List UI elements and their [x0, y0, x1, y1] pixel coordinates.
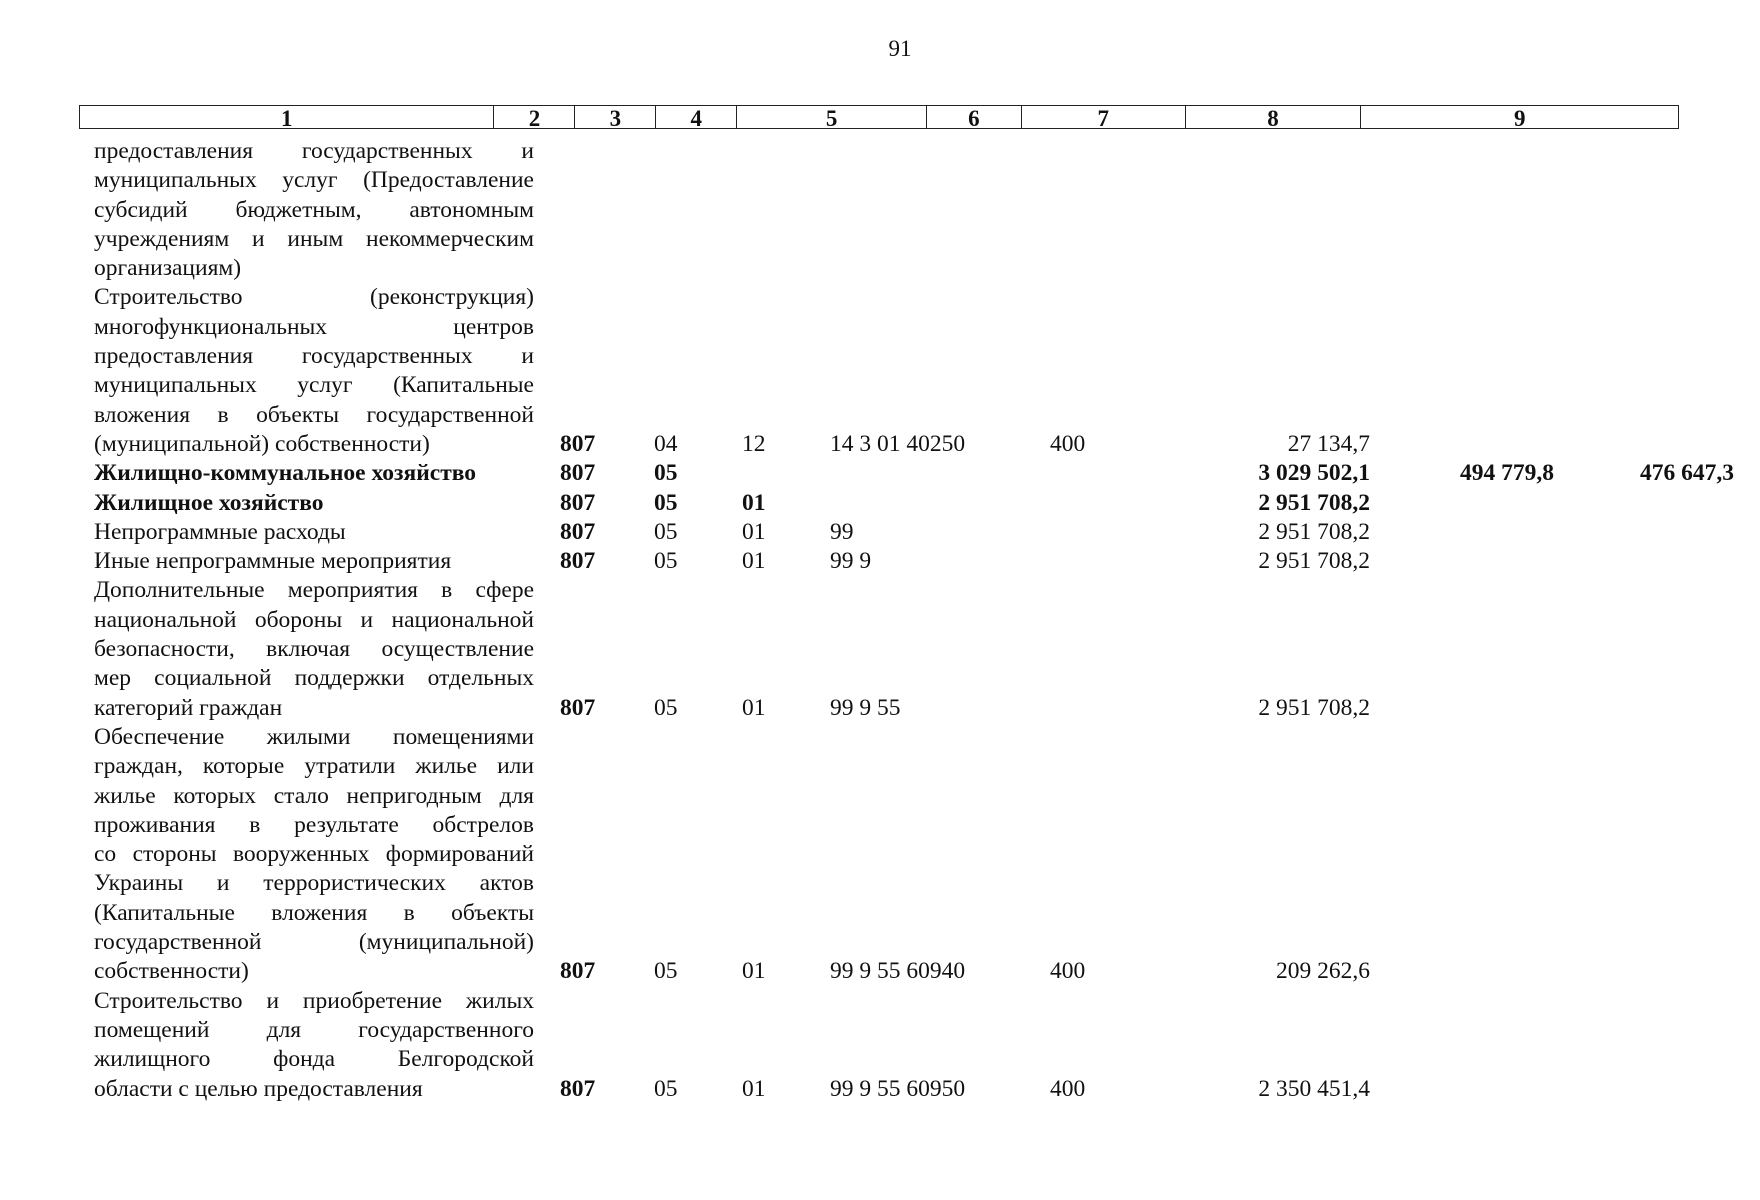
- subsection-code: 01: [742, 694, 766, 721]
- row-description: [94, 459, 534, 488]
- description-line: предоставления государственных и: [94, 138, 534, 164]
- ministry-code: 807: [560, 958, 596, 985]
- ministry-code: 807: [560, 489, 596, 516]
- target-article-code: 99: [830, 518, 854, 545]
- subsection-code: 01: [742, 1075, 766, 1102]
- description-line: категорий граждан: [94, 694, 283, 721]
- description-line: помещений для государственного: [94, 1016, 534, 1043]
- subsection-code: 01: [742, 548, 766, 575]
- description-line: безопасности, включая осуществление: [94, 636, 534, 663]
- description-line: жилищного фонда Белгородской: [94, 1046, 534, 1073]
- subsection-code: 01: [742, 958, 766, 985]
- section-code: 05: [654, 548, 678, 575]
- row-description: [94, 547, 534, 576]
- expense-type-code: 400: [1050, 1075, 1086, 1102]
- description-line: государственной (муниципальной): [94, 929, 534, 956]
- header-cell-6: 6: [927, 106, 1022, 128]
- description-line: Непрограммные расходы: [94, 518, 346, 545]
- section-code: 05: [654, 694, 678, 721]
- ministry-code: 807: [560, 548, 596, 575]
- row-description: [94, 576, 534, 722]
- description-line: вложения в объекты государственной: [94, 401, 534, 428]
- amount-year-1: 2 951 708,2: [1258, 518, 1370, 545]
- description-line: национальной обороны и национальной: [94, 606, 534, 633]
- header-cell-4: 4: [656, 106, 737, 128]
- header-cell-5: 5: [737, 106, 927, 128]
- table-row: [0, 283, 1760, 459]
- table-row: [0, 459, 1760, 488]
- description-line: со стороны вооруженных формирований: [94, 841, 534, 868]
- amount-year-1: 3 029 502,1: [1258, 460, 1370, 487]
- target-article-code: 99 9: [830, 548, 872, 575]
- amount-year-3: 476 647,3: [1640, 460, 1734, 487]
- amount-year-1: 209 262,6: [1276, 958, 1370, 985]
- target-article-code: 14 3 01 40250: [830, 430, 966, 457]
- table-header-row: [79, 105, 1679, 129]
- section-code: 05: [654, 489, 678, 516]
- ministry-code: 807: [560, 460, 596, 487]
- table-row: [0, 518, 1760, 547]
- description-line: предоставления государственных и: [94, 343, 534, 370]
- table-row: [0, 137, 1760, 283]
- section-code: 05: [654, 958, 678, 985]
- description-line: Украины и террористических актов: [94, 870, 534, 897]
- description-line: Строительство (реконструкция): [94, 284, 534, 311]
- description-line: собственности): [94, 958, 249, 985]
- section-code: 05: [654, 1075, 678, 1102]
- table-row: [0, 547, 1760, 576]
- ministry-code: 807: [560, 694, 596, 721]
- description-line: (Капитальные вложения в объекты: [94, 899, 534, 926]
- amount-year-1: 2 350 451,4: [1258, 1075, 1370, 1102]
- description-line: мер социальной поддержки отдельных: [94, 665, 534, 692]
- row-description: [94, 489, 534, 518]
- description-line: Строительство и приобретение жилых: [94, 987, 534, 1014]
- section-code: 04: [654, 430, 678, 457]
- description-line: Жилищно-коммунальное хозяйство: [94, 460, 477, 487]
- table-row: [0, 987, 1760, 1104]
- table-row: [0, 489, 1760, 518]
- description-line: (муниципальной) собственности): [94, 430, 430, 457]
- expense-type-code: 400: [1050, 430, 1086, 457]
- amount-year-1: 2 951 708,2: [1258, 694, 1370, 721]
- row-description: [94, 723, 534, 987]
- header-cell-9: 9: [1513, 106, 1526, 131]
- description-line: проживания в результате обстрелов: [94, 811, 534, 838]
- amount-year-1: 2 951 708,2: [1258, 548, 1370, 575]
- page-number: 91: [888, 36, 912, 61]
- description-line: Иные непрограммные мероприятия: [94, 548, 452, 575]
- description-line: субсидий бюджетным, автономным: [94, 196, 534, 223]
- description-line: жилье которых стало непригодным для: [94, 782, 534, 809]
- header-cell-7: 7: [1022, 106, 1186, 128]
- description-line: учреждениям и иным некоммерческим: [94, 225, 534, 252]
- header-cell-1: 1: [80, 106, 494, 128]
- description-line: муниципальных услуг (Предоставление: [94, 167, 534, 194]
- expense-type-code: 400: [1050, 958, 1086, 985]
- amount-year-2: 494 779,8: [1460, 460, 1554, 487]
- subsection-code: 12: [742, 430, 766, 457]
- ministry-code: 807: [560, 430, 596, 457]
- row-description: [94, 987, 534, 1104]
- target-article-code: 99 9 55 60950: [830, 1075, 966, 1102]
- description-line: области с целью предоставления: [94, 1075, 423, 1102]
- table-body: [0, 137, 1760, 1104]
- target-article-code: 99 9 55: [830, 694, 901, 721]
- subsection-code: 01: [742, 518, 766, 545]
- header-cell-3: 3: [575, 106, 656, 128]
- section-code: 05: [654, 518, 678, 545]
- ministry-code: 807: [560, 1075, 596, 1102]
- header-cell-8: 8: [1186, 106, 1362, 128]
- ministry-code: 807: [560, 518, 596, 545]
- subsection-code: 01: [742, 489, 766, 516]
- target-article-code: 99 9 55 60940: [830, 958, 966, 985]
- description-line: граждан, которые утратили жилье или: [94, 753, 534, 780]
- row-description: [94, 518, 534, 547]
- row-description: [94, 137, 534, 283]
- description-line: многофункциональных центров: [94, 313, 534, 340]
- table-row: [0, 576, 1760, 722]
- amount-year-1: 27 134,7: [1287, 430, 1370, 457]
- header-cell-2: 2: [494, 106, 575, 128]
- description-line: Жилищное хозяйство: [94, 489, 324, 516]
- description-line: Дополнительные мероприятия в сфере: [94, 577, 534, 604]
- description-line: муниципальных услуг (Капитальные: [94, 372, 534, 399]
- section-code: 05: [654, 460, 678, 487]
- description-line: организациям): [94, 255, 242, 282]
- table-row: [0, 723, 1760, 987]
- description-line: Обеспечение жилыми помещениями: [94, 723, 534, 750]
- amount-year-1: 2 951 708,2: [1258, 489, 1370, 516]
- row-description: [94, 283, 534, 459]
